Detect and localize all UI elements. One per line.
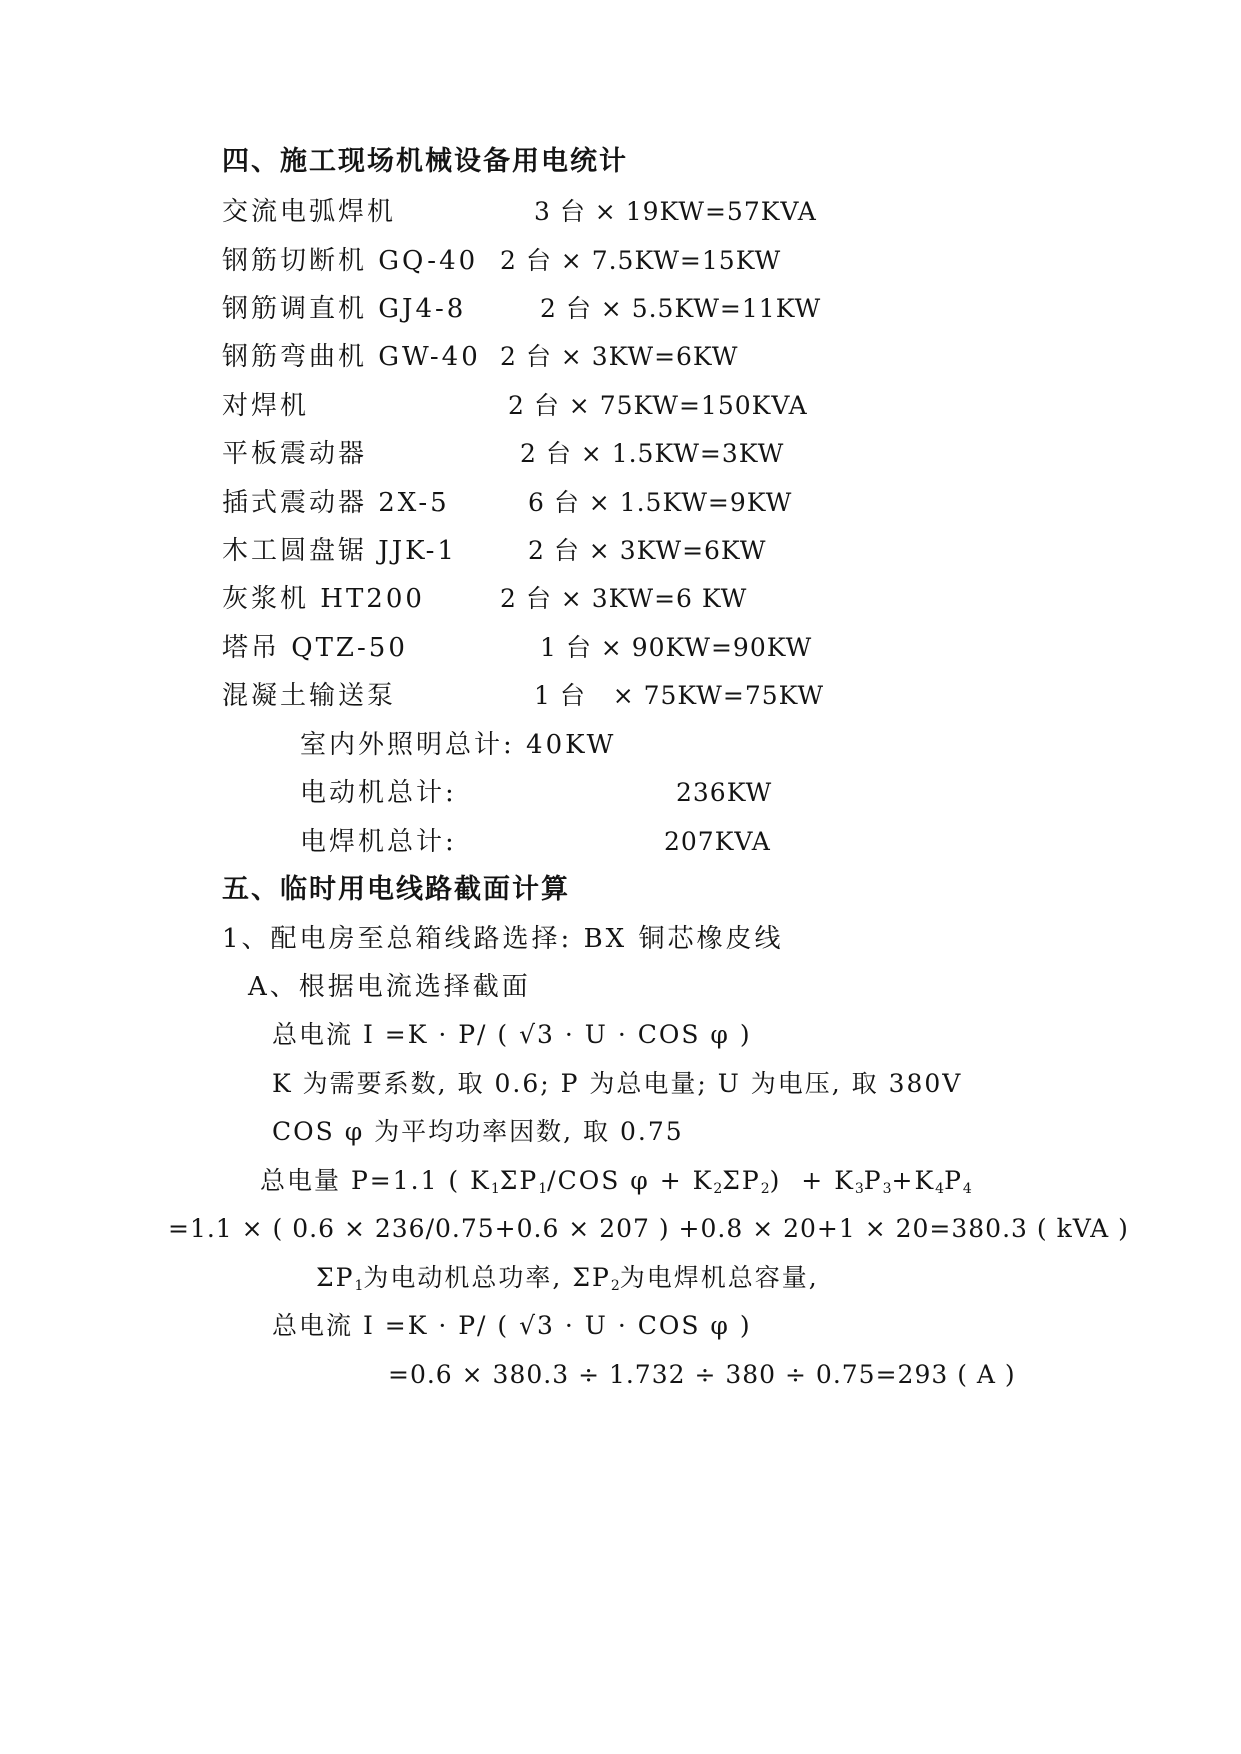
equipment-spec: 2 台 × 3KW=6KW [528, 536, 767, 565]
total-power-formula: 总电量 P=1.1 ( $K_1\Sigma P_1$/COS $\varphi + K_2\Sigma P_2) + K_3P_3+K_4P_4$ [260, 1166, 972, 1197]
equipment-name: 塔吊 QTZ-50 [222, 633, 408, 663]
equipment-spec: 1 台 × 75KW=75KW [534, 681, 825, 710]
equipment-name: 钢筋切断机 GQ-40 [222, 246, 479, 276]
equipment-spec: 1 台 × 90KW=90KW [540, 633, 813, 662]
equipment-spec: 3 台 × 19KW=57KVA [534, 197, 817, 226]
total-power-calculation: =1.1 × ( 0.6 × 236/0.75+0.6 × 207 ) +0.8 × 20+1 × 20=380.3 ( kVA ) [168, 1214, 1129, 1243]
equipment-spec: 2 台 × 5.5KW=11KW [540, 294, 822, 323]
item-1-text: 1、配电房至总箱线路选择: BX 铜芯橡皮线 [222, 924, 784, 954]
equipment-name: 对焊机 [222, 391, 310, 421]
equipment-name: 钢筋弯曲机 GW-40 [222, 342, 481, 372]
motor-total-value: 236KW [676, 778, 773, 807]
equipment-name: 平板震动器 [222, 439, 368, 469]
motor-total-label: 电动机总计: [300, 778, 457, 808]
equipment-name: 混凝土输送泵 [222, 681, 397, 711]
current-calculation: =0.6 × 380.3 ÷ 1.732 ÷ 380 ÷ 0.75=293 ( A ) [388, 1360, 1016, 1389]
item-a-text: A、根据电流选择截面 [248, 972, 531, 1002]
welder-total-label: 电焊机总计: [300, 827, 457, 857]
welder-total-value: 207KVA [664, 827, 771, 856]
equipment-spec: 2 台 × 7.5KW=15KW [500, 246, 782, 275]
variable-description-1: K 为需要系数, 取 0.6; P 为总电量; U 为电压, 取 380V [272, 1069, 963, 1098]
current-formula: 总电流 I =K · P/ ( √3 · U · COS φ ) [272, 1020, 752, 1049]
section-4-heading: 四、施工现场机械设备用电统计 [222, 146, 628, 177]
variable-description-2: COS φ 为平均功率因数, 取 0.75 [272, 1117, 684, 1146]
equipment-spec: 6 台 × 1.5KW=9KW [528, 488, 793, 517]
equipment-name: 钢筋调直机 GJ4-8 [222, 294, 467, 324]
sigma-description: $\Sigma P_1$为电动机总功率, $\Sigma P_2$为电焊机总容量, [316, 1263, 819, 1294]
equipment-name: 插式震动器 2X-5 [222, 488, 450, 518]
lighting-total: 室内外照明总计: 40KW [300, 730, 617, 760]
section-5-heading: 五、临时用电线路截面计算 [222, 874, 570, 905]
equipment-spec: 2 台 × 3KW=6 KW [500, 584, 748, 613]
equipment-spec: 2 台 × 1.5KW=3KW [520, 439, 785, 468]
current-formula-2: 总电流 I =K · P/ ( √3 · U · COS φ ) [272, 1311, 752, 1340]
equipment-name: 交流电弧焊机 [222, 197, 397, 227]
equipment-spec: 2 台 × 3KW=6KW [500, 342, 739, 371]
equipment-name: 木工圆盘锯 JJK-1 [222, 536, 457, 566]
equipment-spec: 2 台 × 75KW=150KVA [508, 391, 808, 420]
equipment-name: 灰浆机 HT200 [222, 584, 425, 614]
